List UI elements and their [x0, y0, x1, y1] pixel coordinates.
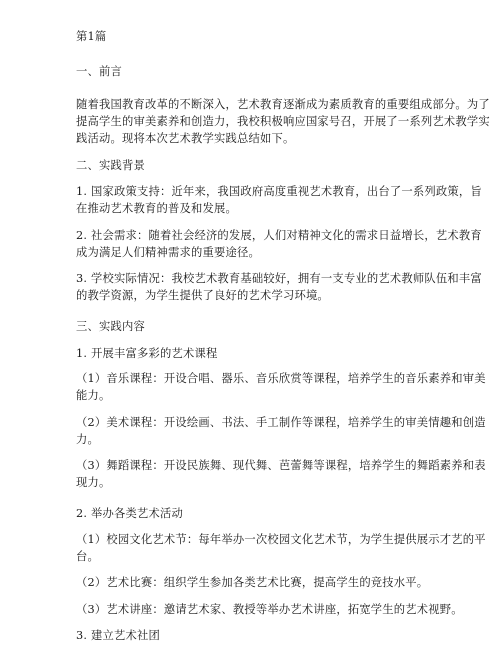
text-line: 成为满足人们精神需求的重要途径。	[76, 246, 260, 259]
text-line: （1）音乐课程：开设合唱、器乐、音乐欣赏等课程，培养学生的音乐素养和审美	[76, 372, 486, 385]
section-heading-background: 二、实践背景	[76, 159, 145, 172]
text-line: 2. 社会需求：随着社会经济的发展，人们对精神文化的需求日益增长，艺术教育	[76, 229, 482, 242]
text-line: 1. 国家政策支持：近年来，我国政府高度重视艺术教育，出台了一系列政策，旨	[76, 185, 482, 198]
text-line: 能力。	[76, 389, 111, 402]
text-line: 3. 建立艺术社团	[76, 629, 160, 642]
text-line: 提高学生的审美素养和创造力，我校积极响应国家号召，开展了一系列艺术教学实	[76, 115, 490, 128]
text-line: 践活动。现将本次艺术教学实践总结如下。	[76, 132, 295, 145]
text-line: （1）校园文化艺术节：每年举办一次校园文化艺术节，为学生提供展示才艺的平	[76, 533, 486, 546]
text-line: 的教学资源，为学生提供了良好的艺术学习环境。	[76, 289, 329, 302]
text-line: 力。	[76, 433, 99, 446]
text-line: 3. 学校实际情况：我校艺术教育基础较好，拥有一支专业的艺术教师队伍和丰富	[76, 272, 482, 285]
text-line: 随着我国教育改革的不断深入，艺术教育逐渐成为素质教育的重要组成部分。为了	[76, 98, 490, 111]
document-title: 第1篇	[76, 30, 107, 43]
text-line: （3）艺术讲座：邀请艺术家、教授等举办艺术讲座，拓宽学生的艺术视野。	[76, 603, 463, 616]
section-heading-preface: 一、前言	[76, 65, 122, 78]
text-line: 1. 开展丰富多彩的艺术课程	[76, 347, 218, 360]
text-line: 在推动艺术教育的普及和发展。	[76, 202, 237, 215]
text-line: 台。	[76, 550, 99, 563]
text-line: （2）美术课程：开设绘画、书法、手工制作等课程，培养学生的审美情趣和创造	[76, 416, 486, 429]
text-line: 现力。	[76, 476, 111, 489]
section-heading-content: 三、实践内容	[76, 320, 145, 333]
text-line: 2. 举办各类艺术活动	[76, 507, 183, 520]
text-line: （3）舞蹈课程：开设民族舞、现代舞、芭蕾舞等课程，培养学生的舞蹈素养和表	[76, 459, 486, 472]
text-line: （2）艺术比赛：组织学生参加各类艺术比赛，提高学生的竞技水平。	[76, 576, 429, 589]
